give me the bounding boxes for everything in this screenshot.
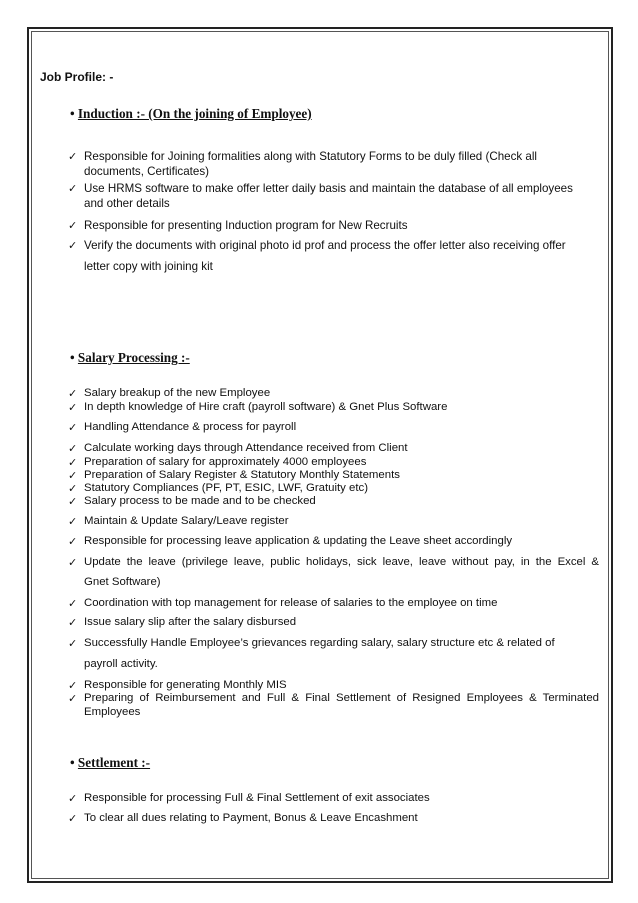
checkmark-icon: ✓ — [68, 597, 78, 610]
checkmark-icon: ✓ — [68, 556, 78, 569]
list-item: Handling Attendance & process for payroll — [84, 421, 297, 433]
list-item: Preparation of salary for approximately 4000 employees — [84, 456, 367, 468]
checkmark-icon: ✓ — [68, 495, 78, 508]
list-item: Preparing of Reimbursement and Full & Final Settlement of Resigned Employees & Terminated — [84, 692, 599, 704]
checkmark-icon: ✓ — [68, 219, 78, 232]
checkmark-icon: ✓ — [68, 515, 78, 528]
page-title: Job Profile: - — [40, 70, 114, 84]
checkmark-icon: ✓ — [68, 637, 78, 650]
list-item: To clear all dues relating to Payment, Bonus & Leave Encashment — [84, 812, 418, 824]
list-item: Verify the documents with original photo id prof and process the offer letter also receiving offer — [84, 239, 566, 252]
list-item-cont: payroll activity. — [84, 658, 158, 670]
settlement-heading: • Settlement :- — [70, 755, 151, 770]
list-item-cont: Employees — [84, 706, 141, 718]
salary-heading-text: Salary Processing :- — [77, 350, 190, 365]
list-item: Salary process to be made and to be checked — [84, 495, 316, 507]
checkmark-icon: ✓ — [68, 442, 78, 455]
checkmark-icon: ✓ — [68, 482, 78, 495]
checkmark-icon: ✓ — [68, 469, 78, 482]
list-item-cont: documents, Certificates) — [84, 165, 210, 178]
checkmark-icon: ✓ — [68, 812, 78, 825]
list-item: Coordination with top management for release of salaries to the employee on time — [84, 597, 498, 609]
list-item: Use HRMS software to make offer letter daily basis and maintain the database of all employees — [84, 182, 573, 195]
checkmark-icon: ✓ — [68, 150, 78, 163]
checkmark-icon: ✓ — [68, 616, 78, 629]
list-item: Salary breakup of the new Employee — [84, 387, 271, 399]
list-item: In depth knowledge of Hire craft (payroll software) & Gnet Plus Software — [84, 401, 448, 413]
list-item: Maintain & Update Salary/Leave register — [84, 515, 289, 527]
induction-heading-text: Induction :- (On the joining of Employee) — [77, 106, 312, 121]
checkmark-icon: ✓ — [68, 456, 78, 469]
checkmark-icon: ✓ — [68, 239, 78, 252]
list-item: Responsible for processing Full & Final Settlement of exit associates — [84, 792, 430, 804]
list-item: Statutory Compliances (PF, PT, ESIC, LWF, Gratuity etc) — [84, 482, 369, 494]
list-item-cont: Gnet Software) — [84, 576, 161, 588]
list-item: Preparation of Salary Register & Statutory Monthly Statements — [84, 469, 400, 481]
list-item: Update the leave (privilege leave, public holidays, sick leave, leave without pay, in the Excel & — [84, 556, 599, 568]
checkmark-icon: ✓ — [68, 182, 78, 195]
checkmark-icon: ✓ — [68, 692, 78, 705]
checkmark-icon: ✓ — [68, 387, 78, 400]
checkmark-icon: ✓ — [68, 792, 78, 805]
list-item: Responsible for generating Monthly MIS — [84, 679, 287, 691]
list-item: Responsible for processing leave application & updating the Leave sheet accordingly — [84, 535, 513, 547]
induction-heading: • Induction :- (On the joining of Employee) — [70, 106, 312, 121]
list-item: Issue salary slip after the salary disbursed — [84, 616, 297, 628]
list-item: Responsible for Joining formalities along with Statutory Forms to be duly filled (Check all — [84, 150, 538, 163]
list-item-cont: letter copy with joining kit — [84, 260, 213, 273]
checkmark-icon: ✓ — [68, 421, 78, 434]
list-item: Responsible for presenting Induction program for New Recruits — [84, 219, 408, 232]
checkmark-icon: ✓ — [68, 679, 78, 692]
checkmark-icon: ✓ — [68, 535, 78, 548]
salary-heading: • Salary Processing :- — [70, 350, 190, 365]
list-item: Successfully Handle Employee’s grievances regarding salary, salary structure etc & related of — [84, 637, 555, 649]
settlement-heading-text: Settlement :- — [77, 755, 151, 770]
checkmark-icon: ✓ — [68, 401, 78, 414]
list-item-cont: and other details — [84, 197, 170, 210]
list-item: Calculate working days through Attendance received from Client — [84, 442, 408, 454]
